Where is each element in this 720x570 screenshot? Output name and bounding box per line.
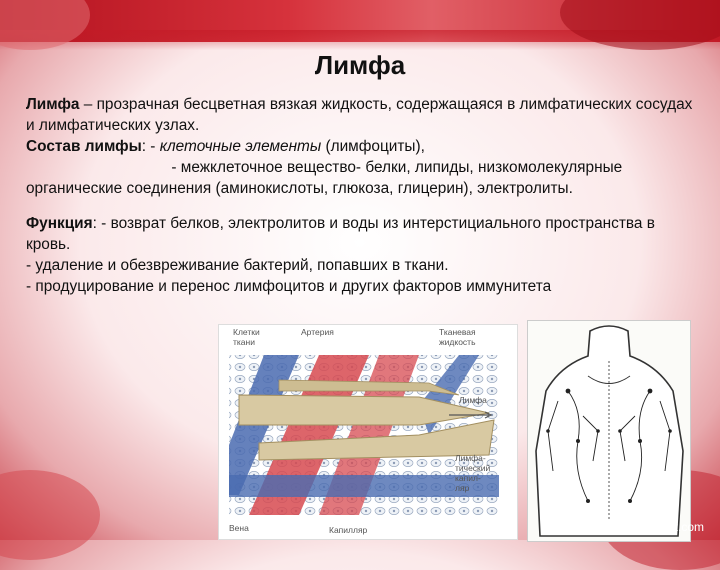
term-function: Функция	[26, 215, 93, 232]
term-composition: Состав лимфы	[26, 138, 142, 155]
label-artery: Артерия	[301, 327, 334, 337]
watermark: fppt.com	[657, 520, 704, 534]
label-capillary: Капилляр	[329, 525, 368, 535]
label-vein: Вена	[229, 523, 249, 533]
composition-cells-rest: (лимфоциты),	[321, 138, 425, 155]
vessels-diagram	[218, 324, 518, 540]
slide	[0, 42, 720, 540]
function-text: : - возврат белков, электролитов и воды из интерстициального пространства в кровь.	[26, 215, 660, 253]
composition-cells: клеточные элементы	[159, 138, 322, 155]
composition-intercellular: - межклеточное вещество- белки, липиды, низкомолекулярные органические соединения (аминокислоты, глюкоза, глицерин), электролиты.	[26, 159, 627, 197]
slide-title: Лимфа	[314, 50, 406, 80]
composition-paragraph	[26, 136, 696, 157]
label-cells: Клетки ткани	[233, 327, 260, 347]
slide-body	[26, 94, 696, 297]
function-item-2: - удаление и обезвреживание бактерий, попавших в ткани.	[26, 257, 449, 274]
vessels-illustration	[219, 325, 517, 539]
term-lymph: Лимфа	[26, 96, 80, 113]
label-lymph: Лимфа	[459, 395, 487, 405]
lymphatic-system-illustration	[527, 320, 691, 542]
definition-text: – прозрачная бесцветная вязкая жидкость, содержащаяся в лимфатических сосудах и лимфатических узлах.	[26, 96, 697, 134]
label-lymph-capillary: Лимфа- тический капил- ляр	[455, 453, 491, 493]
function-paragraph	[26, 213, 696, 255]
torso-illustration	[528, 321, 690, 541]
label-tissue-fluid: Тканевая жидкость	[439, 327, 476, 347]
composition-colon: : -	[141, 138, 160, 155]
definition-paragraph	[26, 94, 696, 136]
function-item-3: - продуцирование и перенос лимфоцитов и других факторов иммунитета	[26, 278, 552, 295]
